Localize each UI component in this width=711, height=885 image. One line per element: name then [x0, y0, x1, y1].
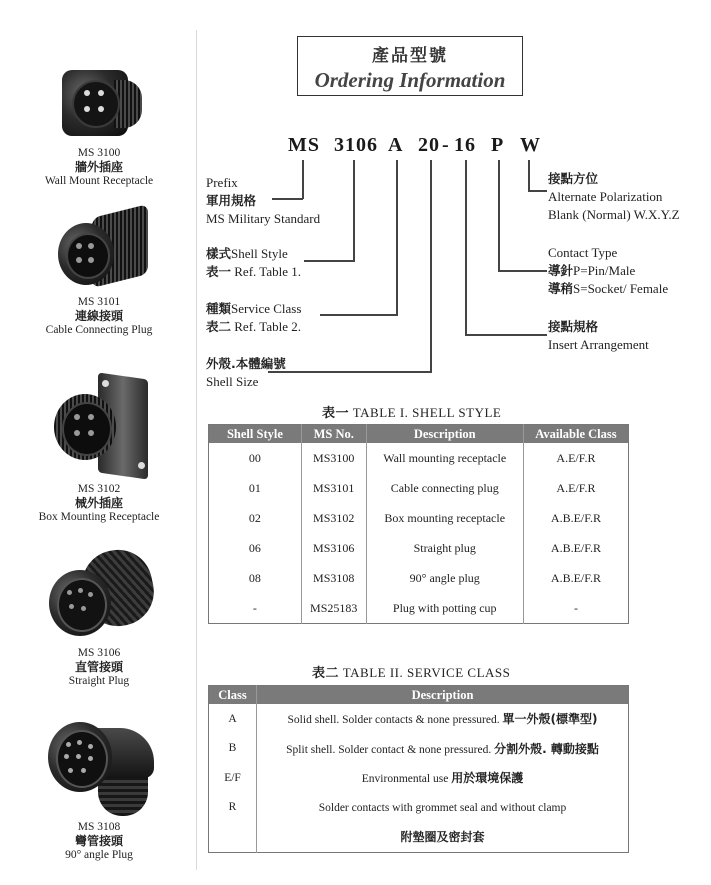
product-model: MS 3106 [77, 647, 121, 659]
label-polarization-l2: Alternate Polarization [548, 189, 663, 204]
table-header: MS No. [301, 425, 366, 444]
table-cell: MS3101 [301, 473, 366, 503]
label-service-class [206, 300, 301, 336]
product-name-cn: 彎管接頭 [74, 834, 123, 848]
table-cell: A.B.E/F.R [523, 533, 628, 563]
label-polarization-l3: Blank (Normal) W.X.Y.Z [548, 207, 680, 222]
leader-line-polarization-h [528, 190, 547, 192]
desc-cn: 用於環境保護 [451, 771, 524, 786]
product-ms3106 [0, 548, 198, 688]
table-header: Shell Style [209, 425, 302, 444]
desc-cn: 附墊圈及密封套 [400, 830, 485, 845]
table-cell: Plug with potting cup [366, 593, 523, 624]
table-cell-desc [257, 734, 629, 764]
table-header: Class [209, 686, 257, 705]
ms3106-connector-image [39, 548, 159, 644]
table-cell: 06 [248, 540, 261, 555]
label-shell-style [206, 245, 301, 281]
label-contact-pin-cn: 導針 [548, 263, 574, 278]
table-cell-class: B [228, 742, 237, 755]
table2-caption-cn: 表二 [312, 666, 340, 681]
product-name-en: Straight Plug [68, 675, 130, 687]
table-header: Description [366, 425, 523, 444]
label-service-class-en: Service Class [231, 301, 302, 316]
table-cell-desc [257, 704, 629, 734]
label-contact-socket-cn: 導稍 [548, 281, 574, 296]
table-cell: A.B.E/F.R [523, 563, 628, 593]
pn-dash: - [442, 134, 450, 156]
product-name-en: Wall Mount Receptacle [44, 175, 154, 187]
table-row [209, 763, 629, 793]
table-cell: MS3108 [301, 563, 366, 593]
table-cell: MS3102 [301, 503, 366, 533]
shell-style-table [208, 424, 629, 624]
service-class-table [208, 685, 629, 853]
product-name-cn: 械外插座 [74, 496, 123, 510]
table-cell-class [209, 822, 257, 852]
label-prefix [206, 174, 320, 228]
table-row [209, 563, 629, 593]
label-service-class-cn: 種類 [206, 301, 232, 316]
leader-line-shell-size [430, 160, 432, 372]
table-cell-class: E/F [224, 771, 241, 784]
table-cell: 90° angle plug [366, 563, 523, 593]
product-name-cn: 牆外插座 [74, 160, 123, 174]
product-name-cn: 連線接頭 [74, 309, 123, 323]
table-cell-desc [257, 763, 629, 793]
table-row [209, 822, 629, 852]
table-cell: - [523, 593, 628, 624]
leader-line-shell-style [353, 160, 355, 261]
table-cell: Box mounting receptacle [366, 503, 523, 533]
table-cell-desc [257, 793, 629, 823]
leader-line-service-class [396, 160, 398, 315]
table-row [209, 443, 629, 473]
ms3108-connector-image [34, 718, 164, 818]
ms3101-connector-image [44, 205, 154, 293]
label-service-class-ref-cn: 表二 [206, 319, 232, 334]
label-service-class-ref: Ref. Table 2. [234, 319, 301, 334]
desc-en: Environmental use [361, 773, 449, 786]
title-en: Ordering Information [314, 68, 506, 92]
table-cell: - [252, 600, 257, 615]
label-polarization-cn: 接點方位 [548, 171, 599, 186]
desc-en: Split shell. Solder contact & none pressured. [286, 743, 492, 756]
label-shell-size-cn: 外殼.本體編號 [206, 356, 286, 371]
leader-line-polarization [528, 160, 530, 191]
label-contact-pin: P=Pin/Male [573, 263, 636, 278]
table-cell: 02 [248, 510, 261, 525]
label-polarization [548, 170, 680, 224]
table-cell: A.B.E/F.R [523, 503, 628, 533]
pn-shell-style: 3106 [334, 134, 378, 156]
pn-polarization: W [520, 134, 541, 156]
table-cell: Cable connecting plug [366, 473, 523, 503]
label-shell-style-ref: Ref. Table 1. [234, 264, 301, 279]
label-insert [548, 318, 649, 354]
label-shell-style-ref-cn: 表一 [206, 264, 232, 279]
product-list [0, 0, 198, 885]
desc-en: Solid shell. Solder contacts & none pressured. [287, 714, 500, 727]
label-shell-style-en: Shell Style [231, 246, 288, 261]
label-prefix-cn: 軍用規格 [206, 193, 257, 208]
product-model: MS 3101 [77, 296, 121, 308]
leader-line-insert [465, 160, 467, 335]
table-row [209, 793, 629, 823]
desc-en: Solder contacts with grommet seal and without clamp [318, 802, 567, 815]
table-cell: A.E/F.R [523, 473, 628, 503]
table-cell: MS25183 [301, 593, 366, 624]
title-cn: 產品型號 [372, 46, 448, 66]
table-cell: 08 [248, 570, 261, 585]
desc-cn: 單一外殼(標準型) [502, 712, 598, 727]
table-cell: A.E/F.R [523, 443, 628, 473]
product-ms3101 [0, 205, 198, 337]
label-prefix-l1: Prefix [206, 175, 238, 190]
label-insert-cn: 接點規格 [548, 319, 599, 334]
product-ms3100 [0, 62, 198, 188]
pn-insert: 16 [454, 134, 476, 156]
table1-caption-en: TABLE I. SHELL STYLE [352, 405, 502, 420]
product-ms3108 [0, 718, 198, 862]
desc-cn: 分割外殼. 轉動接點 [494, 741, 599, 756]
table-header: Available Class [523, 425, 628, 444]
product-name-en: 90° angle Plug [65, 849, 133, 861]
label-contact-type-l1: Contact Type [548, 245, 618, 260]
product-name-en: Cable Connecting Plug [45, 324, 153, 336]
table2-caption [312, 662, 510, 681]
ms3102-connector-image [44, 372, 154, 480]
leader-line-contact [498, 160, 500, 271]
label-shell-size-en: Shell Size [206, 374, 259, 389]
ms3100-connector-image [54, 62, 144, 142]
table-cell-class: R [228, 801, 237, 814]
product-model: MS 3102 [77, 483, 121, 495]
pn-contact: P [491, 134, 505, 156]
leader-line-shell-style-h [304, 260, 355, 262]
table2-caption-en: TABLE II. SERVICE CLASS [342, 665, 511, 680]
label-contact-type [548, 244, 668, 298]
pn-prefix: MS [288, 134, 320, 156]
table-cell: MS3100 [301, 443, 366, 473]
ordering-title-box [297, 36, 523, 96]
leader-line-insert-h [465, 334, 547, 336]
table-row [209, 734, 629, 764]
table-cell-class: A [228, 712, 237, 725]
label-shell-style-cn: 樣式 [206, 246, 232, 261]
leader-line-service-class-h [320, 314, 398, 316]
product-name-en: Box Mounting Receptacle [38, 511, 160, 523]
table1-caption [322, 402, 501, 421]
pn-service-class: A [388, 134, 404, 156]
pn-shell-size: 20 [418, 134, 440, 156]
table-cell: MS3106 [301, 533, 366, 563]
product-name-cn: 直管接頭 [74, 660, 123, 674]
table-row [209, 704, 629, 734]
label-insert-en: Insert Arrangement [548, 337, 649, 352]
table-row [209, 593, 629, 624]
column-divider [196, 30, 197, 870]
table-row [209, 503, 629, 533]
table-row [209, 473, 629, 503]
leader-line-shell-size-h [268, 371, 432, 373]
product-model: MS 3108 [77, 821, 121, 833]
table-cell: 00 [248, 450, 261, 465]
label-contact-socket: S=Socket/ Female [573, 281, 669, 296]
table-header-row [209, 425, 629, 444]
table-cell: 01 [248, 480, 261, 495]
product-model: MS 3100 [77, 147, 121, 159]
label-prefix-l3: MS Military Standard [206, 211, 321, 226]
product-ms3102 [0, 372, 198, 524]
table-row [209, 533, 629, 563]
leader-line-contact-h [498, 270, 547, 272]
table1-caption-cn: 表一 [322, 406, 350, 421]
label-shell-size [206, 355, 286, 391]
table-header: Description [257, 686, 629, 705]
table-header-row [209, 686, 629, 705]
table-cell: Straight plug [366, 533, 523, 563]
table-cell: Wall mounting receptacle [366, 443, 523, 473]
table-cell-desc [257, 822, 629, 852]
